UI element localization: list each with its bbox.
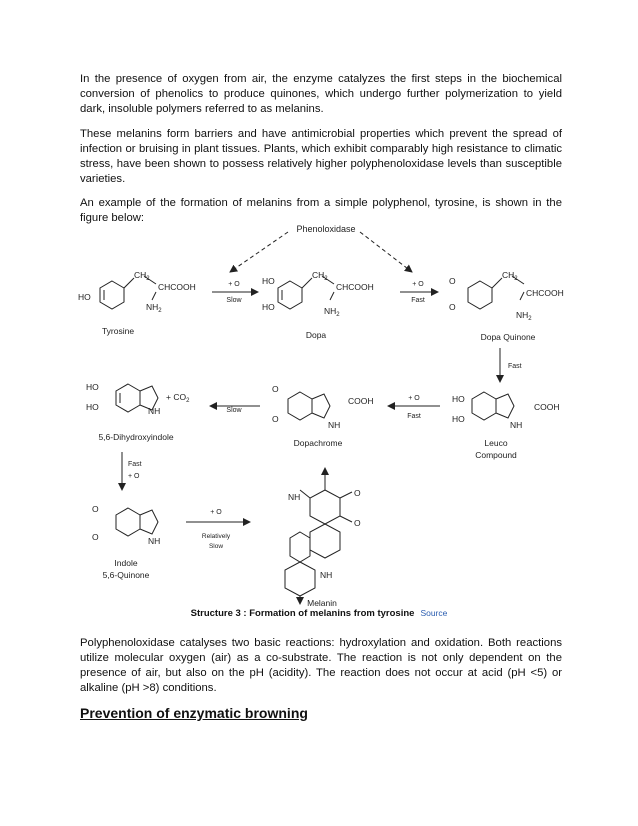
dopachrome-o-bottom: O (272, 414, 279, 424)
indole-label-1: Indole (114, 558, 138, 568)
melanin-nh-bottom: NH (320, 570, 333, 580)
dopachrome-ring (288, 392, 312, 420)
step7-rate-2: Slow (208, 543, 224, 550)
figure-caption (0, 608, 638, 619)
caption-source-link[interactable]: Source (420, 608, 448, 618)
leuco-label-1: Leuco (484, 438, 508, 448)
step7-oxygen: + O (210, 509, 222, 516)
melanin-label: Melanin (307, 598, 337, 608)
quinone-ch2: $CH_2$ (502, 270, 518, 282)
step3-rate: Fast (508, 363, 522, 370)
dopachrome-nh: NH (328, 420, 341, 430)
leuco-ring (472, 392, 496, 420)
dhi-nh: NH (148, 406, 161, 416)
tyrosine-ho: HO (78, 292, 91, 302)
step4-oxygen: + O (408, 395, 420, 402)
indole-o-top: O (92, 504, 99, 514)
quinone-o-bottom: O (449, 302, 456, 312)
dopachrome-label: Dopachrome (293, 438, 343, 448)
quinone-nh2: $NH_2$ (516, 310, 532, 322)
tyrosine-chcooh: CHCOOH (158, 282, 196, 292)
dhi-co2: + $CO_2$ (166, 392, 190, 404)
paragraph-ppo-reactions: Polyphenoloxidase catalyses two basic reactions: hydroxylation and oxidation. Both reactions utilize molecular oxygen (air) as a co-substrate. The reaction is not only dependent on the presence of air, but also on the pH (acidity). The reaction does not occur at acid (pH <5) or alkaline (pH >8) conditions. (80, 637, 562, 694)
melanin-formation-diagram (60, 218, 580, 608)
dopa-quinone-ring (468, 281, 492, 309)
dhi-ho-top: HO (86, 382, 99, 392)
dopa-ho-top: HO (262, 276, 275, 286)
paragraph-enzyme-catalysis: In the presence of oxygen from air, the enzyme catalyzes the first steps in the biochemical conversion of phenolics to produce quinones, which undergo further polymerization to yield dark, insoluble polymers referred to as melanins. (80, 73, 562, 115)
tyrosine-ch2: $CH_2$ (134, 270, 150, 282)
quinone-o-top: O (449, 276, 456, 286)
dihydroxyindole-label: 5,6-Dihydroxyindole (98, 432, 174, 442)
quinone-chcooh: CHCOOH (526, 288, 564, 298)
dopa-chcooh: CHCOOH (336, 282, 374, 292)
enzyme-label: Phenoloxidase (296, 224, 356, 234)
enzyme-dashed-arrow-right (360, 232, 412, 272)
leuco-ho-top: HO (452, 394, 465, 404)
indole-o-bottom: O (92, 532, 99, 542)
leuco-label-2: Compound (475, 450, 517, 460)
dopa-ch2: $CH_2$ (312, 270, 328, 282)
melanin-o-top: O (354, 488, 361, 498)
indole-label-2: 5,6-Quinone (102, 570, 150, 580)
melanin-nh-top: NH (288, 492, 301, 502)
enzyme-dashed-arrow-left (230, 232, 288, 272)
dopa-label: Dopa (305, 330, 327, 340)
leuco-ho-bottom: HO (452, 414, 465, 424)
melanin-o-bottom: O (354, 518, 361, 528)
section-heading: Prevention of enzymatic browning (80, 705, 308, 721)
dopa-ho-bottom: HO (262, 302, 275, 312)
step1-rate: Slow (226, 297, 242, 304)
indole-nh: NH (148, 536, 161, 546)
indole-quinone-ring (116, 508, 140, 536)
leuco-cooh: COOH (534, 402, 560, 412)
step1-oxygen: + O (228, 281, 240, 288)
step2-oxygen: + O (412, 281, 424, 288)
dopa-nh2: $NH_2$ (324, 306, 340, 318)
melanin-ring-top (310, 490, 340, 524)
step2-rate: Fast (411, 297, 425, 304)
caption-text: Structure 3 : Formation of melanins from tyrosine (190, 608, 415, 619)
step6-rate: Fast (128, 461, 142, 468)
step6-oxygen: + O (128, 473, 140, 480)
leuco-nh: NH (510, 420, 523, 430)
step7-rate-1: Relatively (201, 533, 231, 540)
step5-rate: Slow (226, 407, 242, 414)
dhi-ho-bottom: HO (86, 402, 99, 412)
tyrosine-nh2: $NH_2$ (146, 302, 162, 314)
paragraph-melanin-barriers: These melanins form barriers and have antimicrobial properties which prevent the spread of infection or bruising in plant tissues. Plants, which exhibit comparably high resistance to climatic stress, have been shown to possess relatively higher polyphenoloxidase levels than susceptible varieties. (80, 128, 562, 185)
paragraph-figure-intro: An example of the formation of melanins from a simple polyphenol, tyrosine, is shown in the figure below: (80, 197, 562, 224)
step4-rate: Fast (407, 413, 421, 420)
dopa-quinone-label: Dopa Quinone (480, 332, 536, 342)
tyrosine-label: Tyrosine (101, 326, 135, 336)
dopachrome-cooh: COOH (348, 396, 374, 406)
dopachrome-o-top: O (272, 384, 279, 394)
